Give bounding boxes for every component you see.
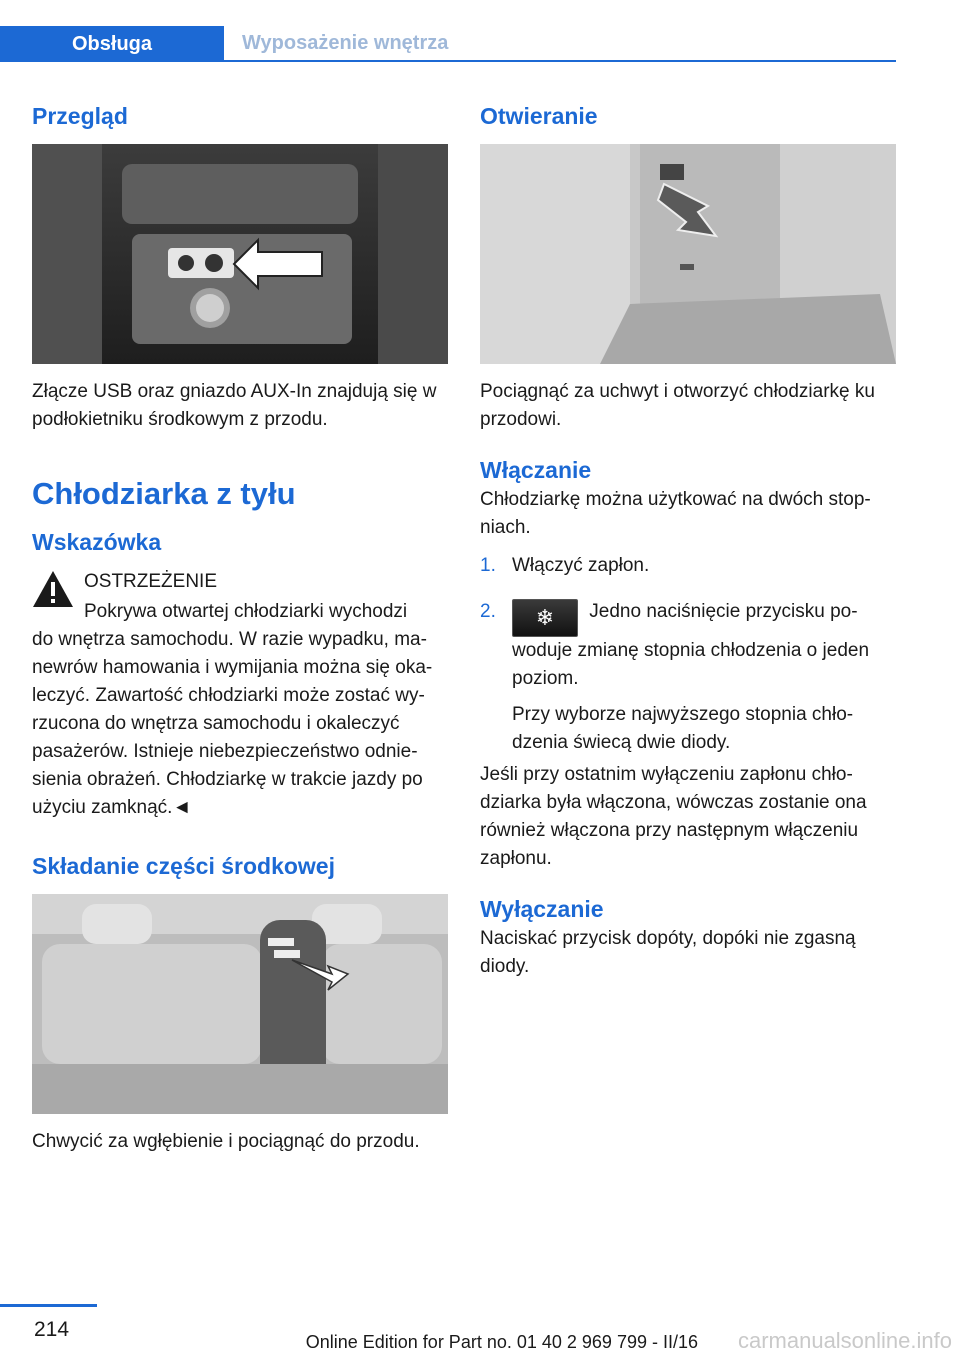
open-caption: Pociągnąć za uchwyt i otworzyć chłodziarkę ku przodowi. (480, 381, 875, 430)
section-title-open: Otwieranie (480, 103, 598, 129)
watermark: carmanualsonline.info (737, 1328, 952, 1353)
section-title-fold: Składanie części środkowej (32, 853, 335, 879)
section-title-note: Wskazówka (32, 529, 162, 555)
on-text: Chłodziarkę można użytkować na dwóch stopniach. (480, 489, 871, 538)
header-tabs (0, 26, 896, 62)
warning-title: OSTRZEŻENIE (84, 571, 218, 592)
page-number: 214 (34, 1318, 70, 1341)
step-text: Jedno naciśnięcie przycisku powoduje zmianę stopnia chłodzenia o jeden poziom. (512, 601, 870, 689)
section-title-overview: Przegląd (32, 103, 128, 129)
steps-list (480, 552, 896, 757)
memory-text: Jeśli przy ostatnim wyłączeniu zapłonu chłodziarka była włączona, wówczas zostanie ona również włączona przy następnym włączeniu zapłonu. (480, 764, 867, 869)
chapter-title: Chłodziarka z tyłu (32, 476, 296, 511)
list-item (480, 598, 896, 757)
section-title-on: Włączanie (480, 457, 592, 483)
fold-caption: Chwycić za wgłębienie i pociągnąć do przodu. (32, 1131, 420, 1152)
overview-caption: Złącze USB oraz gniazdo AUX-In znajdują się w podłokietniku środkowym z przodu. (32, 381, 437, 430)
tab-obsluga[interactable]: Obsługa (0, 26, 224, 62)
usb-aux-photo (32, 144, 448, 364)
step-subtext: Przy wyborze najwyższego stopnia chłodzenia świecą dwie diody. (512, 704, 854, 753)
step-text: Włączyć zapłon. (512, 555, 650, 576)
section-title-off: Wyłączanie (480, 896, 604, 922)
tab-wyposazenie-wnetrza[interactable]: Wyposażenie wnętrza (224, 26, 896, 62)
warning-triangle-icon (32, 570, 74, 613)
right-column (480, 100, 896, 981)
footer-accent-line (0, 1304, 97, 1307)
warning-text: do wnętrza samochodu. W razie wypadku, manewrów hamowania i wymijania można się okaleczyć. Zawartość chłodziarki może zostać wyrzucona do wnętrza samochodu i okaleczyć pasażerów. Istnieje niebezpieczeństwo odniesienia obrażeń. Chłodziarkę w trakcie jazdy po użyciu zamknąć.◄ (32, 629, 433, 818)
edition-text: Online Edition for Part no. 01 40 2 969 799 - II/16 (305, 1332, 698, 1352)
step-number: 2. (480, 601, 496, 622)
left-column (32, 100, 448, 1156)
list-item (480, 552, 896, 580)
warning-block (32, 568, 448, 822)
off-text: Naciskać przycisk dopóty, dopóki nie zgasną diody. (480, 928, 856, 977)
cooler-open-photo (480, 144, 896, 364)
step-number: 1. (480, 555, 496, 576)
rear-seat-photo (32, 894, 448, 1114)
warning-text-line1: Pokrywa otwartej chłodziarki wychodzi (84, 601, 408, 622)
snowflake-icon: ❄ (512, 599, 578, 637)
